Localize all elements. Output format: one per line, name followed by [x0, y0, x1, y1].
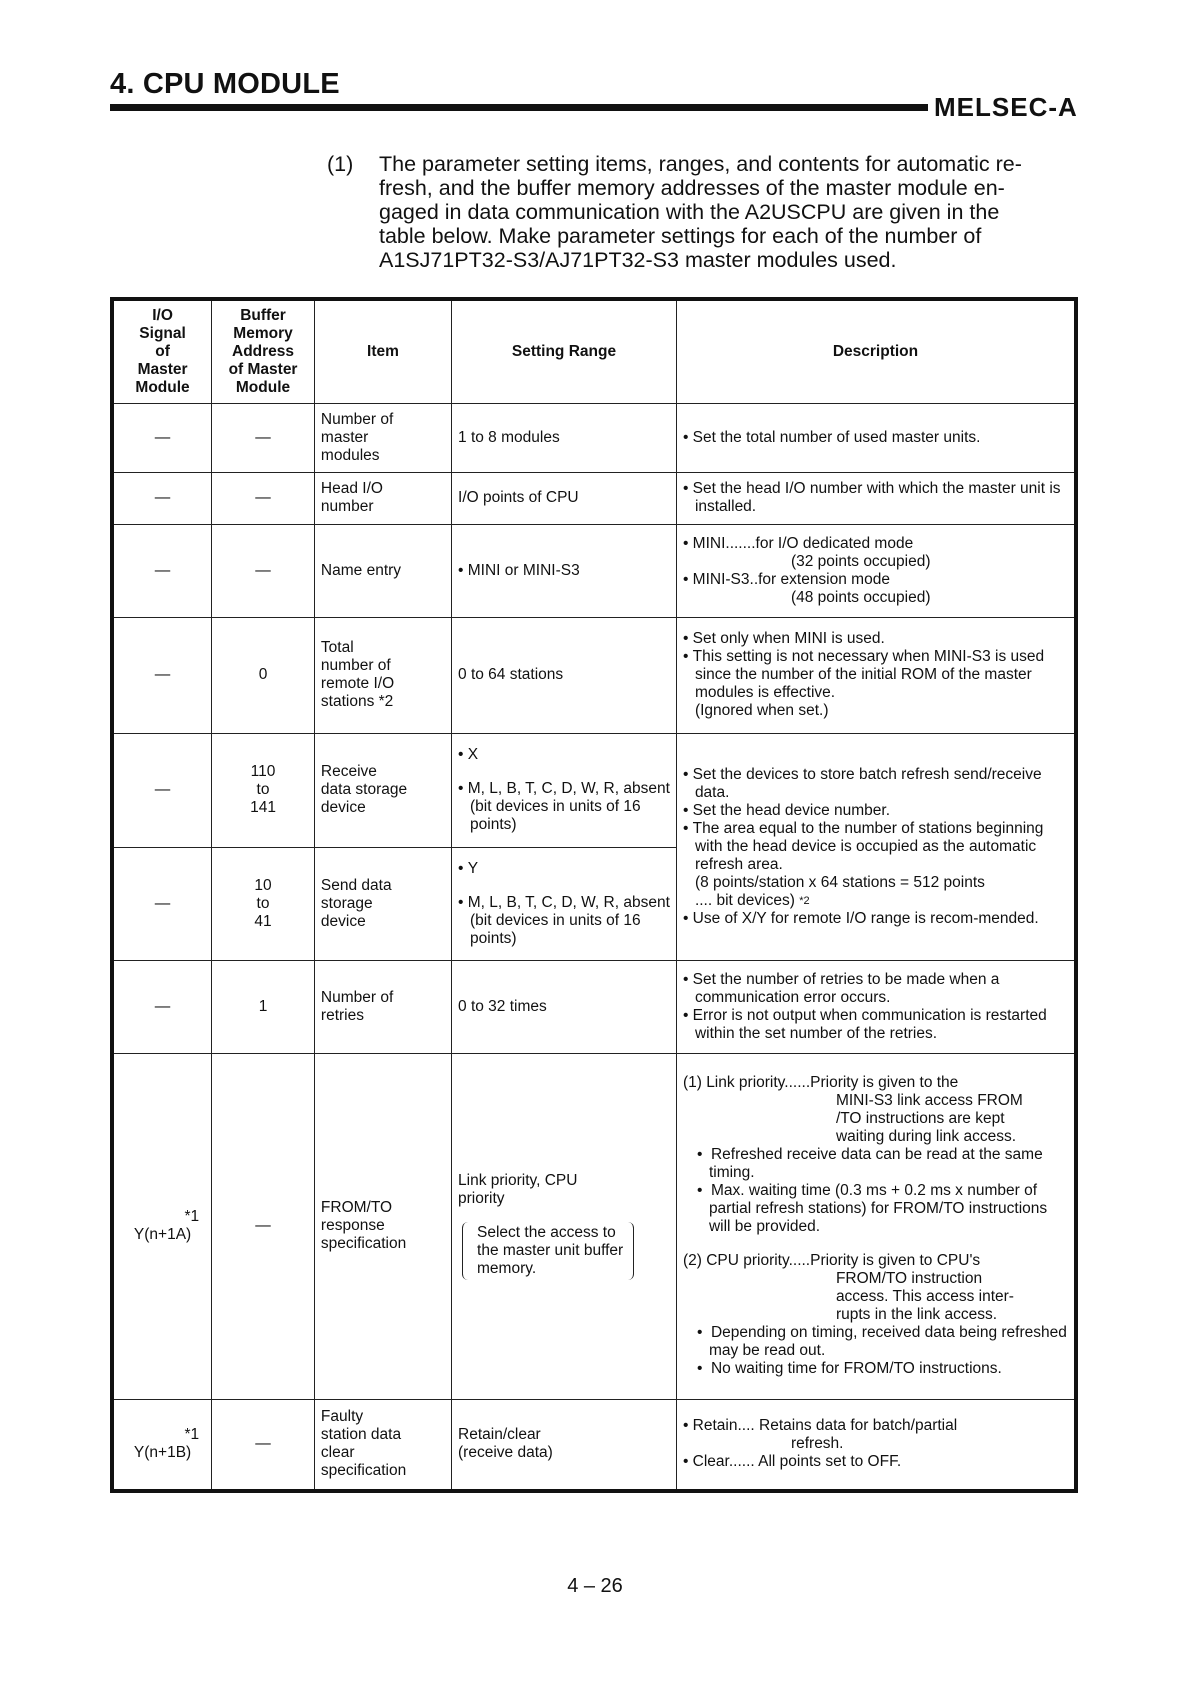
io-signal-cell: — [112, 733, 212, 847]
item-cell: Send data storage device [314, 847, 451, 960]
item-cell: Number of master modules [314, 403, 451, 472]
io-signal-cell: — [112, 960, 212, 1053]
description-cell: • Set the number of retries to be made when a communication error occurs. • Error is not output when communication is restarted within the set number of the retries. [676, 960, 1076, 1053]
intro-line: The parameter setting items, ranges, and contents for automatic re- [379, 152, 1022, 176]
setting-range-cell: 1 to 8 modules [452, 403, 677, 472]
table-row [112, 617, 1076, 733]
setting-range-cell: 0 to 64 stations [452, 617, 677, 733]
setting-range-cell: 0 to 32 times [452, 960, 677, 1053]
io-signal-cell: *1 Y(n+1B) [112, 1399, 212, 1491]
intro-number: (1) [327, 152, 354, 176]
description-cell: • Retain.... Retains data for batch/partial refresh. • Clear...... All points set to OFF. [676, 1399, 1076, 1491]
table-row [112, 733, 1076, 847]
buffer-address-cell: — [212, 472, 315, 524]
description-cell: • Set only when MINI is used. • This setting is not necessary when MINI-S3 is used since the number of the initial ROM of the master modules is effective. (Ignored when set.) [676, 617, 1076, 733]
setting-range-cell: • MINI or MINI-S3 [452, 524, 677, 617]
header-setting-range: Setting Range [452, 299, 677, 403]
table-row [112, 1053, 1076, 1399]
item-cell: Number of retries [314, 960, 451, 1053]
buffer-address-cell: — [212, 1053, 315, 1399]
range-bracket-note: Select the access to the master unit buffer memory. [462, 1222, 634, 1280]
item-cell: Head I/O number [314, 472, 451, 524]
intro-line: A1SJ71PT32-S3/AJ71PT32-S3 master modules used. [379, 248, 897, 272]
chapter-title: 4. CPU MODULE [110, 68, 340, 100]
page-number: 4 – 26 [567, 1575, 623, 1597]
table-row [112, 403, 1076, 472]
description-cell: • Set the devices to store batch refresh send/receive data. • Set the head device number. • The area equal to the number of stations beginning with the head device is occupied as the automatic refresh area. (8 points/station x 64 stations = 512 points .... bit devices) $^{*2}$ • Use of X/Y for remote I/O range is recom-mended. [676, 733, 1076, 960]
io-signal-cell: *1 Y(n+1A) [112, 1053, 212, 1399]
buffer-address-cell: — [212, 1399, 315, 1491]
setting-range-cell: • X • M, L, B, T, C, D, W, R, absent (bit devices in units of 16 points) [452, 733, 677, 847]
header-io-signal: I/O Signal of Master Module [112, 299, 212, 403]
description-cell: (1) Link priority......Priority is given to the MINI-S3 link access FROM /TO instructions are kept waiting during link access. • Refreshed receive data can be read at the same timing. • Max. waiting time (0.3 ms + 0.2 ms x number of partial refresh stations) for FROM/TO instructions will be provided. (2) CPU priority.....Priority is given to CPU's FROM/TO instruction access. This access inter- rupts in the link access. • Depending on timing, received data being refreshed may be read out. • No waiting time for FROM/TO instructions. [676, 1053, 1076, 1399]
item-cell: Name entry [314, 524, 451, 617]
item-cell: Faulty station data clear specification [314, 1399, 451, 1491]
io-signal-cell: — [112, 403, 212, 472]
intro-line: table below. Make parameter settings for each of the number of [379, 224, 982, 248]
buffer-address-cell: — [212, 524, 315, 617]
header-item: Item [314, 299, 451, 403]
header-rule [110, 104, 928, 111]
buffer-address-cell: 110 to 141 [212, 733, 315, 847]
buffer-address-cell: 0 [212, 617, 315, 733]
description-cell: • MINI.......for I/O dedicated mode (32 points occupied) • MINI-S3..for extension mode (48 points occupied) [676, 524, 1076, 617]
table-header-row [112, 299, 1076, 403]
setting-range-cell: I/O points of CPU [452, 472, 677, 524]
description-cell: • Set the head I/O number with which the master unit is installed. [676, 472, 1076, 524]
intro-line: fresh, and the buffer memory addresses of the master module en- [379, 176, 1005, 200]
brand-name: MELSEC-A [934, 92, 1078, 122]
io-signal-cell: — [112, 617, 212, 733]
io-signal-cell: — [112, 524, 212, 617]
setting-range-cell: Retain/clear (receive data) [452, 1399, 677, 1491]
setting-range-cell: • Y • M, L, B, T, C, D, W, R, absent (bit devices in units of 16 points) [452, 847, 677, 960]
table-row [112, 472, 1076, 524]
io-signal-cell: — [112, 472, 212, 524]
table-row [112, 524, 1076, 617]
parameter-table [110, 297, 1078, 1493]
setting-range-cell: Link priority, CPU priority Select the access to the master unit buffer memory. [452, 1053, 677, 1399]
item-cell: FROM/TO response specification [314, 1053, 451, 1399]
buffer-address-cell: 10 to 41 [212, 847, 315, 960]
table-row [112, 1399, 1076, 1491]
table-row [112, 960, 1076, 1053]
description-cell: • Set the total number of used master units. [676, 403, 1076, 472]
intro-text [379, 152, 1049, 272]
header-buffer-address: Buffer Memory Address of Master Module [212, 299, 315, 403]
buffer-address-cell: 1 [212, 960, 315, 1053]
item-cell: Receive data storage device [314, 733, 451, 847]
buffer-address-cell: — [212, 403, 315, 472]
intro-line: gaged in data communication with the A2USCPU are given in the [379, 200, 1000, 224]
io-signal-cell: — [112, 847, 212, 960]
item-cell: Total number of remote I/O stations *2 [314, 617, 451, 733]
header-description: Description [676, 299, 1076, 403]
